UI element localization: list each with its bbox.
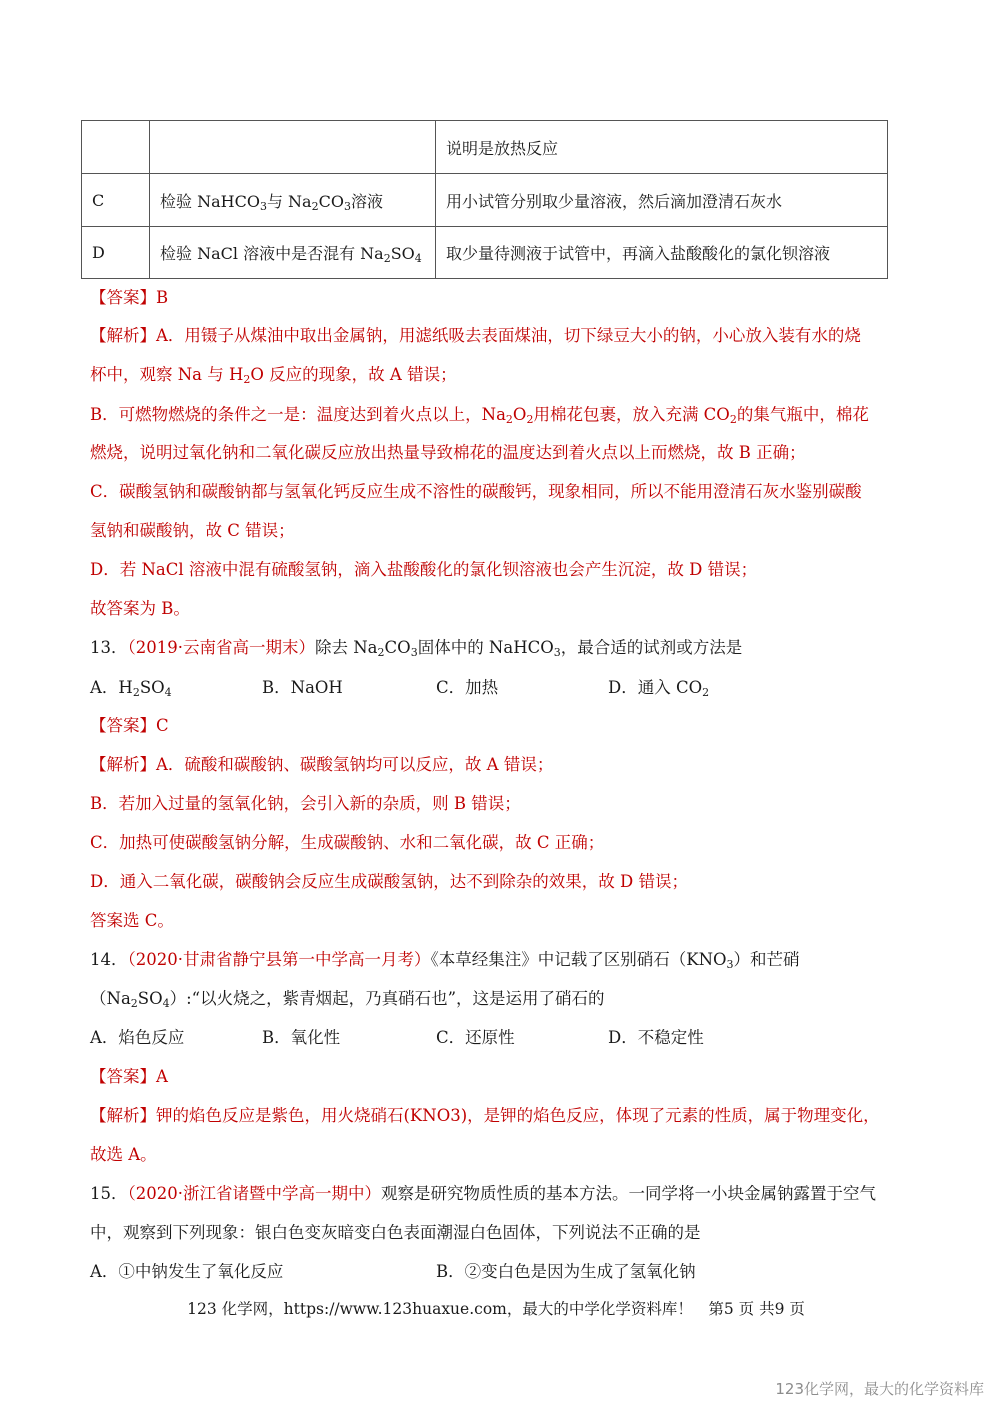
table-row: [82, 227, 888, 279]
explanation-line: 答案选 C。: [90, 911, 174, 930]
option-a: A．焰色反应: [90, 1028, 185, 1047]
table-row: [82, 174, 888, 227]
answer-label: 【答案】A: [90, 1067, 168, 1086]
row-method: 用小试管分别取少量溶液，然后滴加澄清石灰水: [436, 174, 888, 227]
option-b: B．②变白色是因为生成了氢氧化钠: [436, 1262, 696, 1281]
explanation-line: C．碳酸氢钠和碳酸钠都与氢氧化钙反应生成不溶性的碳酸钙，现象相同，所以不能用澄清石灰水鉴别碳酸: [90, 482, 862, 501]
option-c: C．加热: [436, 678, 499, 697]
option-b: B．氧化性: [262, 1028, 341, 1047]
explanation-line: 故答案为 B。: [90, 599, 190, 618]
explanation-line: D．通入二氧化碳，碳酸钠会反应生成碳酸氢钠，达不到除杂的效果，故 D 错误；: [90, 872, 688, 891]
explanation-line: 燃烧，说明过氧化钠和二氧化碳反应放出热量导致棉花的温度达到着火点以上而燃烧，故 B 正确；: [90, 443, 806, 462]
explanation-line: 氢钠和碳酸钠，故 C 错误；: [90, 521, 295, 540]
question-15-stem: 15．（2020·浙江省诸暨中学高一期中）观察是研究物质性质的基本方法。一同学将一小块金属钠露置于空气: [90, 1184, 876, 1203]
explanation-line: D．若 NaCl 溶液中混有硫酸氢钠，滴入盐酸酸化的氯化钡溶液也会产生沉淀，故 D 错误；: [90, 560, 758, 579]
question-14-stem: 14．（2020·甘肃省静宁县第一中学高一月考）《本草经集注》中记载了区别硝石$(KNO_3)$和芒硝: [90, 950, 800, 971]
option-a: A．$H_2SO_4$: [90, 678, 172, 699]
option-d: D．通入 $CO_2$: [608, 678, 710, 699]
explanation-line: 【解析】A．用镊子从煤油中取出金属钠，用滤纸吸去表面煤油，切下绿豆大小的钠，小心放入装有水的烧: [90, 326, 861, 345]
explanation-line: C．加热可使碳酸氢钠分解，生成碳酸钠、水和二氧化碳，故 C 正确；: [90, 833, 605, 852]
row-label: C: [82, 174, 150, 227]
explanation-line: 杯中，观察 Na 与 $H_2O$ 反应的现象，故 A 错误；: [90, 365, 457, 386]
row-label: D: [82, 227, 150, 279]
option-c: C．还原性: [436, 1028, 515, 1047]
answer-label: 【答案】C: [90, 716, 169, 735]
explanation-line: B．若加入过量的氢氧化钠，会引入新的杂质，则 B 错误；: [90, 794, 521, 813]
answer-label: 【答案】B: [90, 288, 169, 307]
row-experiment: [150, 121, 436, 174]
question-14-stem-cont: $(Na_2SO_4):“$以火烧之，紫青烟起，乃真硝石也”，这是运用了硝石的: [90, 989, 605, 1010]
options-table: [81, 120, 888, 279]
watermark-text: 123化学网，最大的化学资料库: [775, 1380, 984, 1398]
row-method: 取少量待测液于试管中，再滴入盐酸酸化的氯化钡溶液: [436, 227, 888, 279]
row-experiment: 检验 NaHCO$_3$与 $Na_2CO_3$溶液: [150, 174, 436, 227]
option-a: A．①中钠发生了氧化反应: [90, 1262, 284, 1281]
option-d: D．不稳定性: [608, 1028, 704, 1047]
page-footer: 123 化学网，https://www.123huaxue.com，最大的中学化学资料库！ 第5 页 共9 页: [187, 1300, 805, 1318]
explanation-line: 【解析】钾的焰色反应是紫色，用火烧硝石(KNO3)，是钾的焰色反应，体现了元素的性质，属于物理变化，: [90, 1106, 880, 1125]
question-15-stem-cont: 中，观察到下列现象：银白色变灰暗变白色表面潮湿白色固体，下列说法不正确的是: [90, 1223, 701, 1242]
explanation-line: 故选 A。: [90, 1145, 157, 1164]
row-label: [82, 121, 150, 174]
row-experiment: 检验 NaCl 溶液中是否混有 $Na_2SO_4$: [150, 227, 436, 279]
table-row: [82, 121, 888, 174]
option-b: B．NaOH: [262, 678, 343, 697]
explanation-line: B．可燃物燃烧的条件之一是：温度达到着火点以上，$Na_2O_2$用棉花包裹，放入充满 $CO_2$的集气瓶中，棉花: [90, 405, 869, 426]
question-13-stem: 13．（2019·云南省高一期末）除去 $Na_2CO_3$固体中的 NaHCO$_3$，最合适的试剂或方法是: [90, 638, 743, 659]
row-method: 说明是放热反应: [436, 121, 888, 174]
explanation-line: 【解析】A．硫酸和碳酸钠、碳酸氢钠均可以反应，故 A 错误；: [90, 755, 554, 774]
